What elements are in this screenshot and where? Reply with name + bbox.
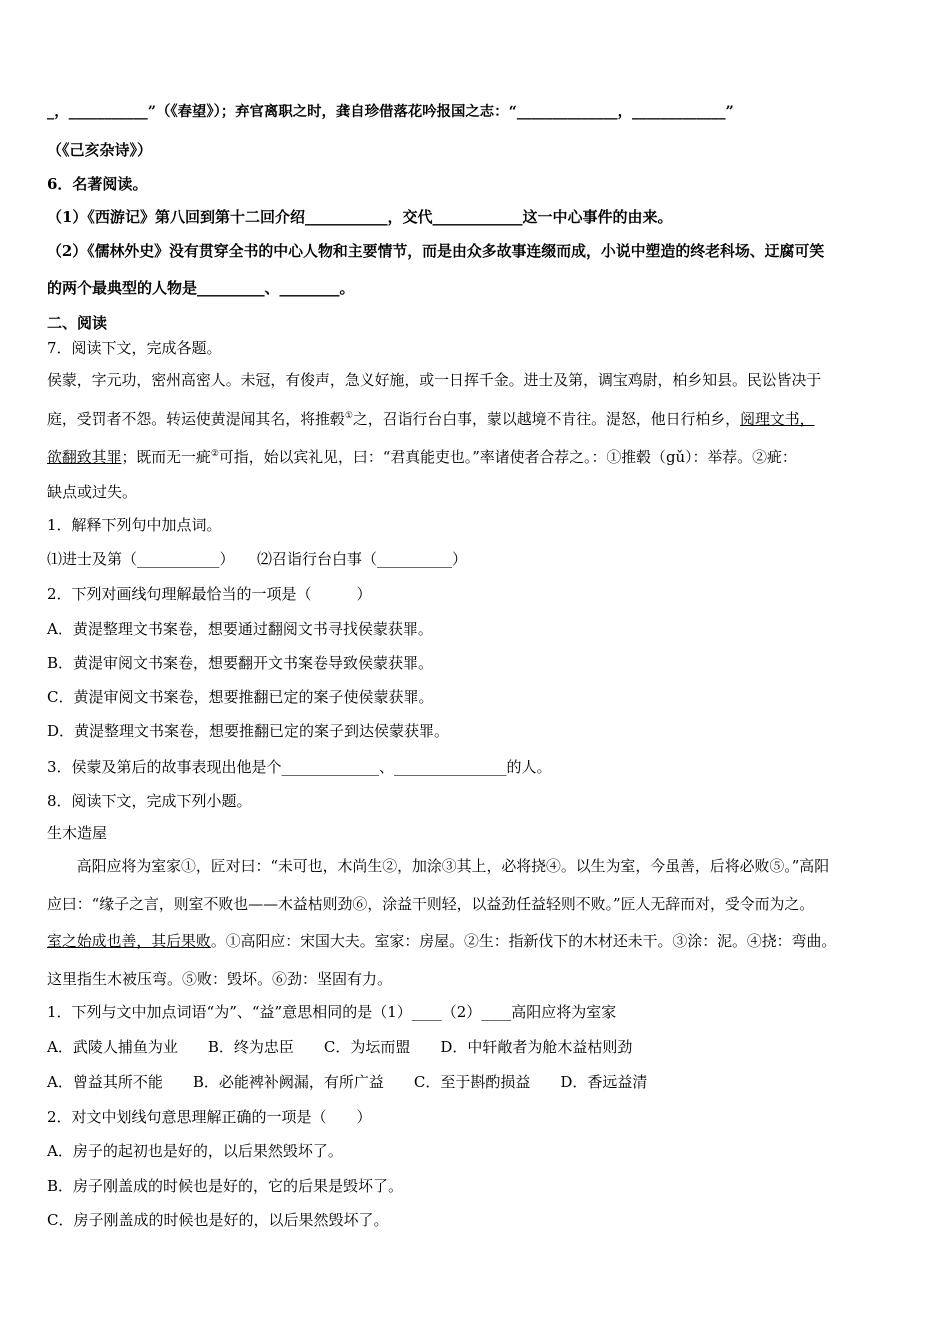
- choice-option: [47, 720, 449, 742]
- sub-question: [47, 548, 467, 570]
- choice-option: [47, 1175, 403, 1197]
- text: 8．阅读下文，完成下列小题。: [47, 792, 252, 810]
- sub-question: [47, 583, 372, 605]
- passage-line: [47, 405, 815, 430]
- text: A．武陵人捕鱼为业 B．终为忠臣 C．为坛而盟 D．中轩敞者为舱木益枯则劲: [47, 1038, 633, 1056]
- choice-option: [47, 1209, 388, 1231]
- choice-option: [47, 652, 433, 674]
- text: 生木造屋: [47, 824, 108, 842]
- text: 的两个最典型的人物是_________、________。: [47, 279, 355, 297]
- text: ⑴进士及第（___________） ⑵召诣行台白事（__________）: [47, 550, 468, 568]
- text: 。①高阳应：宋国大夫。室家：房屋。②生：指新伐下的木材还未干。③涂：泥。④挠：弯曲。: [210, 932, 837, 950]
- poem-source-line: [47, 139, 152, 161]
- sub-question: [47, 1001, 616, 1023]
- text: 应曰：“缘子之言，则室不败也——木益枯则劲⑥，涂益干则轻，以益劲任益轻则不败。”匠人无辞而对，受令而为之。: [47, 895, 815, 913]
- choice-option: [47, 618, 433, 640]
- passage-line: [47, 369, 821, 391]
- poem-fill-line: [47, 101, 734, 123]
- passage-line: [47, 893, 814, 915]
- question-6-title: [47, 173, 147, 195]
- question-6-2: [47, 240, 824, 262]
- text: A．房子的起初也是好的，以后果然毁坏了。: [47, 1142, 343, 1160]
- text: 这里指生木被压弯。⑤败：毁坏。⑥劲：坚固有力。: [47, 970, 393, 988]
- text: 1．解释下列句中加点词。: [47, 516, 222, 534]
- text: 2．下列对画线句理解最恰当的一项是（ ）: [47, 585, 372, 603]
- passage-line: [47, 443, 797, 468]
- passage-line: [47, 481, 137, 503]
- question-6-2-cont: [47, 277, 355, 299]
- section-heading: [47, 312, 107, 334]
- text: 庭，受罚者不怨。转运使黄湜闻其名，将推毂: [47, 409, 345, 428]
- passage-line: [47, 930, 836, 952]
- text: 侯蒙，字元功，密州高密人。未冠，有俊声，急义好施，或一日挥千金。进士及第，调宝鸡尉，柏乡知县。民讼皆决于: [47, 371, 822, 389]
- passage-title: [47, 822, 107, 844]
- sub-question: [47, 1106, 372, 1128]
- text: 缺点或过失。: [47, 483, 138, 501]
- text: C．黄湜审阅文书案卷，想要推翻已定的案子使侯蒙获罪。: [47, 688, 434, 706]
- text: 高阳应将为室家①，匠对曰：“未可也，木尚生②，加涂③其上，必将挠④。以生为室，今虽善，后将必败⑤。”高阳: [47, 857, 830, 875]
- text: （2）《儒林外史》没有贯穿全书的中心人物和主要情节，而是由众多故事连缀而成，小说中塑造的终老科场、迂腐可笑: [47, 242, 825, 260]
- text: B．黄湜审阅文书案卷，想要翻开文书案卷导致侯蒙获罪。: [47, 654, 434, 672]
- text: ；既而无一疵: [121, 447, 211, 466]
- question-7-title: [47, 337, 222, 359]
- text: （《己亥杂诗》）: [47, 141, 153, 159]
- choice-option: [47, 686, 433, 708]
- text: 7．阅读下文，完成各题。: [47, 339, 222, 357]
- text: 3．侯蒙及第后的故事表现出他是个_____________、_______________的人。: [47, 758, 552, 776]
- text: 2．对文中划线句意思理解正确的一项是（ ）: [47, 1108, 372, 1126]
- choice-row: [47, 1036, 632, 1058]
- question-8-title: [47, 790, 252, 812]
- question-6-1: [47, 206, 672, 228]
- sub-question: [47, 514, 222, 536]
- passage-line: [47, 968, 392, 990]
- underlined-sentence: 室之始成也善，其后果败: [47, 932, 211, 950]
- text: B．房子刚盖成的时候也是好的，它的后果是毁坏了。: [47, 1177, 404, 1195]
- choice-option: [47, 1140, 343, 1162]
- text: D．黄湜整理文书案卷，想要推翻已定的案子到达侯蒙获罪。: [47, 722, 450, 740]
- text: 二、阅读: [47, 314, 108, 332]
- text: _，___________”（《春望》）；弃官离职之时，龚自珍借落花吟报国之志：“______________，_____________”: [47, 103, 734, 120]
- text: 之，召诣行台白事，蒙以越境不肯往。湜怒，他日行柏乡，: [352, 409, 741, 428]
- text: A．黄湜整理文书案卷，想要通过翻阅文书寻找侯蒙获罪。: [47, 620, 433, 638]
- underlined-sentence: 欲翻致其罪: [47, 447, 122, 466]
- sub-question: [47, 756, 552, 778]
- underlined-sentence: 阅理文书，: [740, 409, 815, 428]
- text: 6．名著阅读。: [47, 175, 148, 193]
- text: 1．下列与文中加点词语“为”、“益”意思相同的是（1）____（2）____高阳应将为室家: [47, 1003, 617, 1021]
- text: （1）《西游记》第八回到第十二回介绍___________，交代____________这一中心事件的由来。: [47, 208, 673, 226]
- footnote-mark: ①: [344, 411, 353, 421]
- footnote-mark: ②: [210, 449, 219, 459]
- choice-row: [47, 1071, 647, 1093]
- passage-line: [47, 855, 829, 877]
- text: C．房子刚盖成的时候也是好的，以后果然毁坏了。: [47, 1211, 389, 1229]
- text: 可指，始以宾礼见，曰：“君真能吏也。”率诸使者合荐之。：①推毂（gǔ）：举荐。②疵：: [218, 447, 797, 466]
- text: A．曾益其所不能 B．必能裨补阙漏，有所广益 C．至于斟酌损益 D．香远益清: [47, 1073, 648, 1091]
